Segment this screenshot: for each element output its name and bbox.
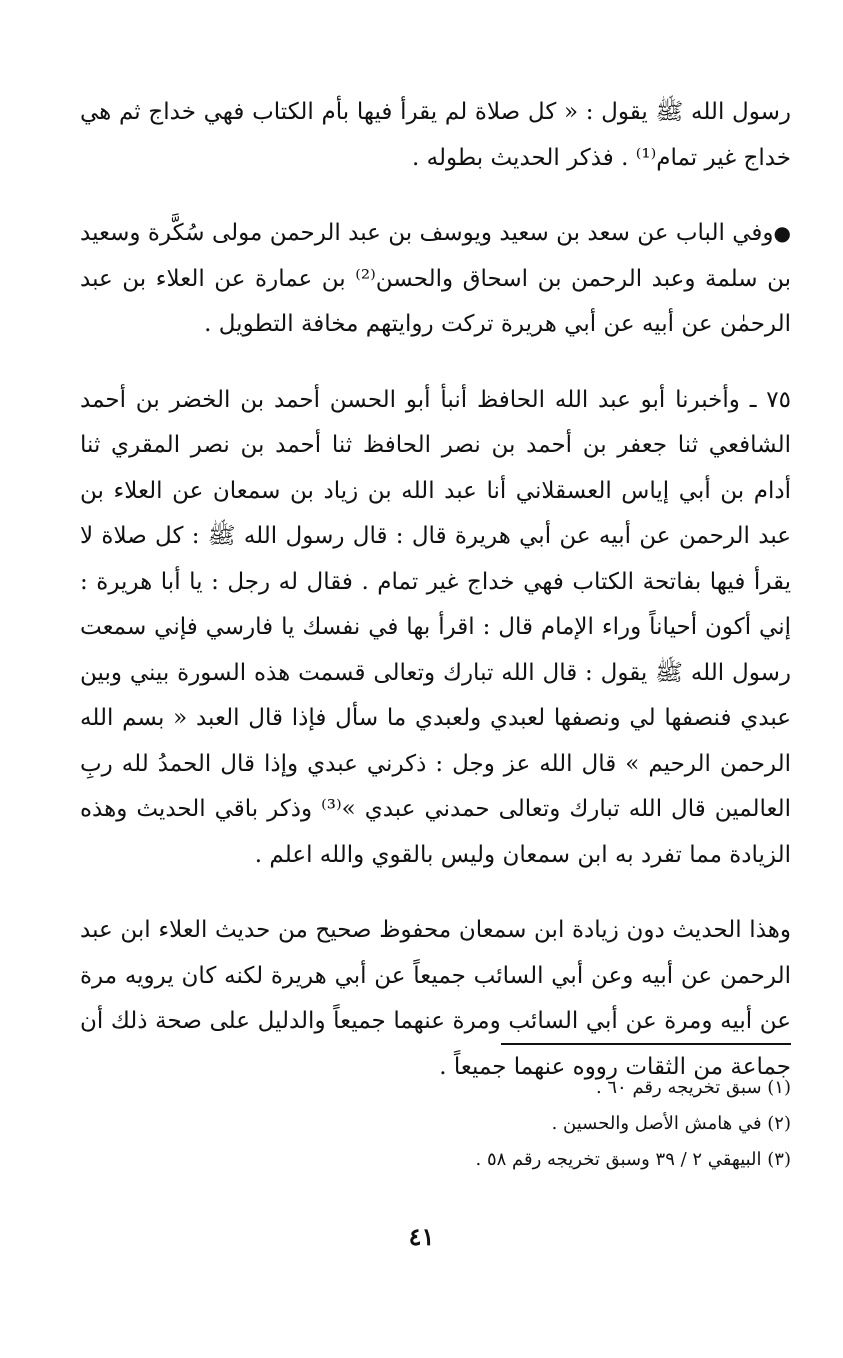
paragraph-gap: [80, 878, 791, 908]
main-text: [80, 90, 791, 1090]
footnotes: [300, 1070, 791, 1178]
bullet-icon: ●: [773, 221, 791, 245]
paragraph-gap: [80, 181, 791, 211]
paragraph-4: وهذا الحديث دون زيادة ابن سمعان محفوظ صحيح من حديث العلاء ابن عبد الرحمن عن أبيه وعن أبي السائب جميعاً عن أبي هريرة لكنه كان يرويه مرة عن أبيه ومرة عن أبي السائب ومرة عنهما جميعاً والدليل على صحة ذلك أن جماعة من الثقات رووه عنهما جميعاً .: [80, 917, 791, 1080]
paragraph-1: رسول الله ﷺ يقول : « كل صلاة لم يقرأ فيها بأم الكتاب فهي خداج ثم هي خداج غير تمام⁽¹⁾ . فذكر الحديث بطوله .: [80, 99, 791, 171]
paragraph-gap: [80, 348, 791, 378]
paragraph-2-text: وفي الباب عن سعد بن سعيد ويوسف بن عبد الرحمن مولى سُكَّرة وسعيد بن سلمة وعبد الرحمن بن اسحاق والحسن⁽²⁾ بن عمارة عن العلاء بن عبد الرحمٰن عن أبيه عن أبي هريرة تركت روايتهم مخافة التطويل .: [80, 220, 791, 337]
paragraph-2: [80, 211, 791, 348]
footnote-divider: [501, 1043, 791, 1045]
footnote-3: (٣) البيهقي ٢ / ٣٩ وسبق تخريجه رقم ٥٨ .: [475, 1149, 791, 1170]
paragraph-3: ٧٥ ـ وأخبرنا أبو عبد الله الحافظ أنبأ أبو الحسن أحمد بن الخضر بن أحمد الشافعي ثنا جعفر بن أحمد بن نصر الحافظ ثنا أحمد بن نصر المقري ثنا أدام بن أبي إياس العسقلاني أنا عبد الله بن زياد بن سمعان عن العلاء بن عبد الرحمن عن أبيه عن أبي هريرة قال : قال رسول الله ﷺ : كل صلاة لا يقرأ فيها بفاتحة الكتاب فهي خداج غير تمام . فقال له رجل : يا أبا هريرة : إني أكون أحياناً وراء الإمام قال : اقرأ بها في نفسك يا فارسي فإني سمعت رسول الله ﷺ يقول : قال الله تبارك وتعالى قسمت هذه السورة بيني وبين عبدي فنصفها لي ونصفها لعبدي ولعبدي ما سأل فإذا قال العبد « بسم الله الرحمن الرحيم » قال الله عز وجل : ذكرني عبدي وإذا قال الحمدُ لله ربِ العالمين قال الله تبارك وتعالى حمدني عبدي »⁽³⁾ وذكر باقي الحديث وهذه الزيادة مما تفرد به ابن سمعان وليس بالقوي والله اعلم .: [80, 386, 792, 868]
footnote-1: (١) سبق تخريجه رقم ٦٠ .: [595, 1077, 791, 1098]
page-number: ٤١: [408, 1222, 435, 1251]
footnote-2: (٢) في هامش الأصل والحسين .: [551, 1113, 791, 1134]
